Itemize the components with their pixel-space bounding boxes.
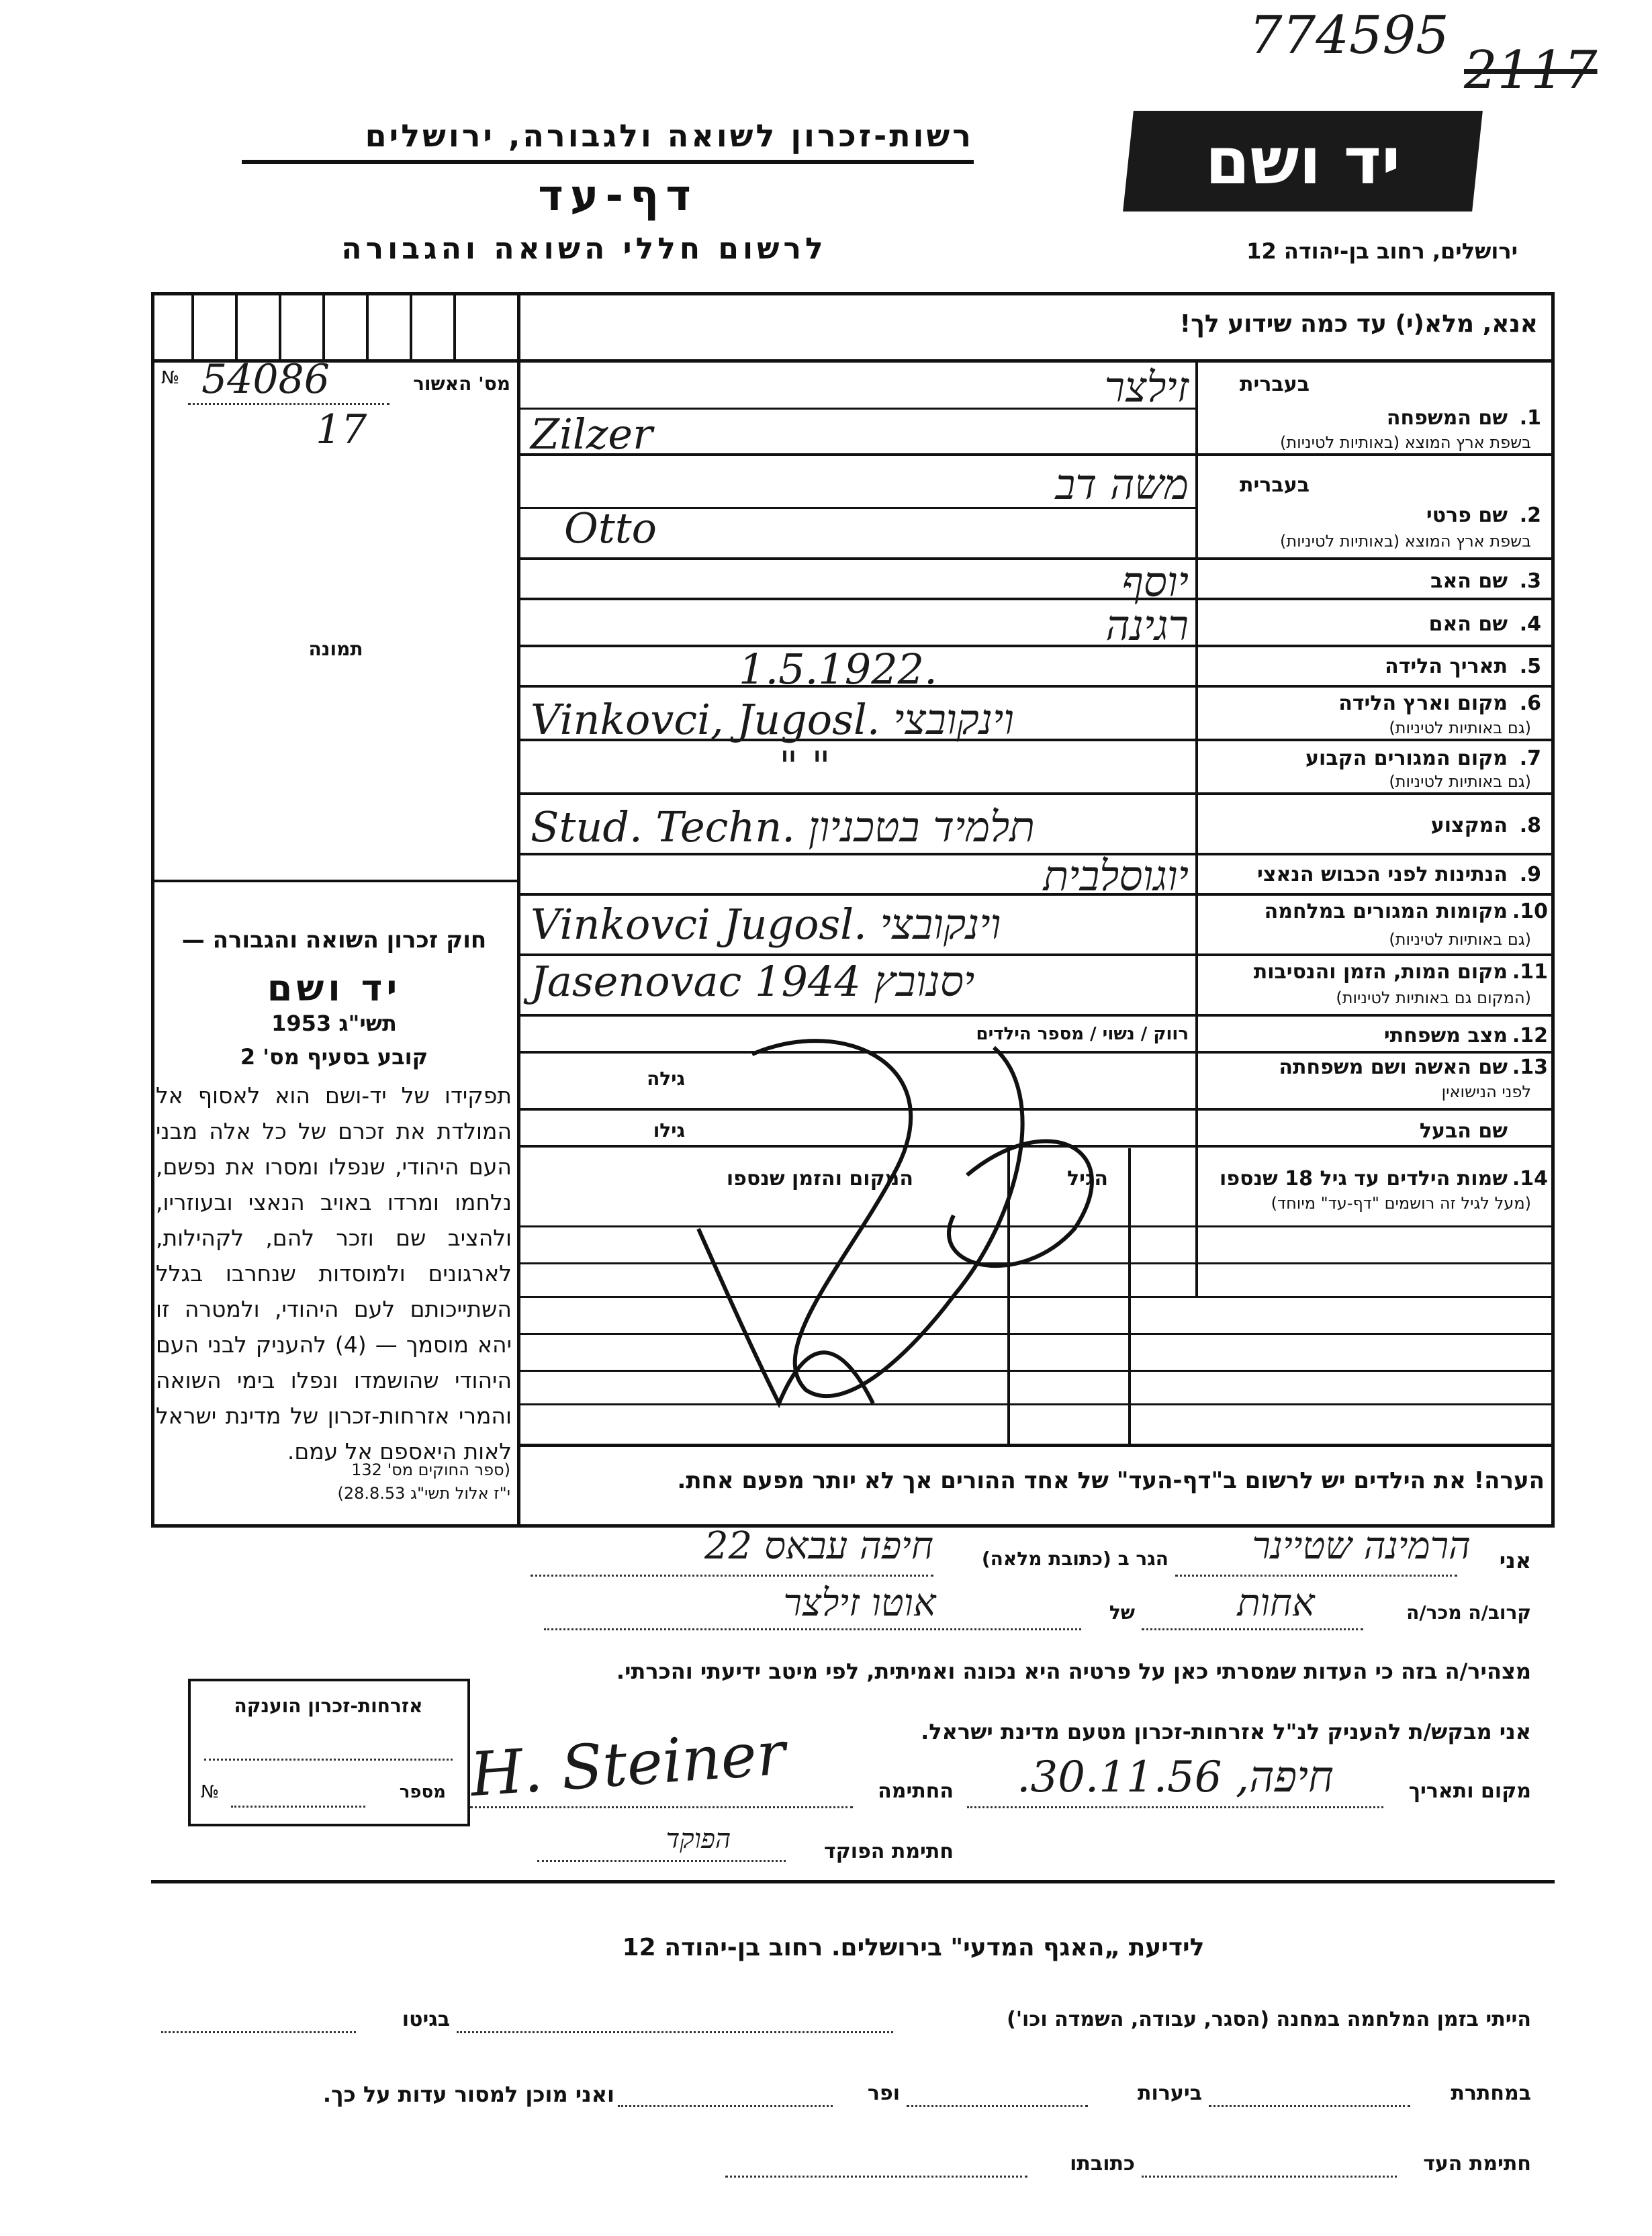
bottom-line1-a: הייתי בזמן המלחמה במחנה (הסגר, עבודה, השמדה וכו') [1007,2008,1531,2031]
of-name: אוטו זילצר [783,1581,936,1625]
bottom-line1-b: בגיטו [402,2008,450,2031]
bottom-title: לידיעת „האגף המדעי" בירושלים. רחוב בן-יהודה 12 [622,1934,1205,1961]
form-subtitle: לרשום חללי השואה והגבורה [341,232,827,266]
field-2-num: 2. [1519,504,1541,527]
field-5-label: תאריך הלידה [1385,655,1508,678]
field-3-num: 3. [1519,569,1541,593]
bottom-line2-a: במחתרת [1451,2082,1531,2105]
field-12-label: מצב משפחתי [1383,1024,1508,1047]
signature: H. Steiner [467,1718,788,1811]
law-year: תשי"ג 1953 [271,1011,397,1036]
scribble-mark [672,974,1155,1444]
field-5-num: 5. [1519,655,1541,678]
law-ref-2: י"ז אלול תשי"ג 28.8.53) [337,1484,510,1503]
official-label: חתימת הפוקד [824,1840,954,1863]
field-10-num: 10. [1512,900,1548,923]
organization-name: רשות-זכרון לשואה ולגבורה, ירושלים [365,118,974,154]
field-7-sub: (גם באותיות לטיניות) [1389,772,1531,791]
law-section: קובע בסעיף מס' 2 [240,1044,428,1070]
photo-label: תמונה [308,638,363,660]
children-col-place: המקום והזמן שנספו [726,1167,913,1191]
field-8-label: המקצוע [1430,814,1508,837]
citizenship-no-sign: № [201,1782,220,1802]
field-2-tag: בעברית [1240,473,1310,497]
field-1-tag: בעברית [1240,373,1310,396]
address: ירושלים, רחוב בן-יהודה 12 [1246,238,1518,264]
field-1-value-latin: Zilzer [531,410,653,459]
field-3-value: יוסף [1121,557,1189,606]
declarant-address: חיפה עבאס 22 [704,1524,933,1568]
field-6-num: 6. [1519,692,1541,715]
field-10-value: Vinkovci Jugosl. וינקובצי [531,900,1001,949]
cert-value: 54086 [201,356,330,403]
bottom-line2-c: ופר [867,2082,900,2105]
citizenship-title: אזרחות-זכרון הוענקה [234,1695,423,1717]
field-4-label: שם האם [1428,612,1508,636]
husband-label: שם הבעל [1419,1119,1508,1143]
field-1-label: שם המשפחה [1386,406,1508,430]
field-13-age-label: גילה [647,1068,685,1090]
note-text: הערה! את הילדים יש לרשום ב"דף-העד" של אחד ההורים אך לא יותר מפעם אחת. [677,1467,1545,1494]
field-9-label: הנתינות לפני הכבוש הנאצי [1257,863,1508,886]
law-title: חוק זכרון השואה והגבורה — [181,927,487,953]
logo-text: יד ושם [1205,124,1401,199]
children-label: שמות הילדים עד גיל 18 שנספו [1220,1167,1508,1191]
intro-text: אנא, מלא(י) עד כמה שידוע לך! [1179,310,1538,338]
field-1-value-he: זילצר [1104,363,1189,412]
signature-label: החתימה [878,1779,954,1803]
field-8-value: Stud. Techn. תלמיד בטכניון [531,802,1035,851]
field-9-num: 9. [1519,863,1541,886]
field-6-value: Vinkovci, Jugosl. וינקובצי [531,695,1015,744]
field-6-label: מקום וארץ הלידה [1338,692,1508,715]
field-13-label: שם האשה ושם משפחתה [1279,1056,1508,1079]
field-13-num: 13. [1512,1056,1548,1079]
field-1-sub: בשפת ארץ המוצא (באותיות לטיניות) [1280,433,1531,452]
field-2-value-latin: Otto [564,504,657,553]
logo [1123,111,1483,212]
field-5-value: 1.5.1922. [739,645,937,694]
field-12-num: 12. [1512,1024,1548,1047]
field-7-label: מקום המגורים הקבוע [1305,747,1508,770]
bottom-line2-d: ואני מוכן למסור עדות על כך. [322,2082,614,2107]
archive-number: 774595 [1249,5,1449,66]
field-2-label: שם פרטי [1426,504,1508,527]
children-sub: (מעל לגיל זה רושמים "דף-עד" מיוחד) [1271,1194,1531,1213]
field-11-num: 11. [1512,960,1548,984]
place-date-value: חיפה, 30.11.56. [1017,1753,1334,1802]
relation-value: אחות [1237,1581,1315,1625]
form-title: דף-עד [538,171,698,221]
field-4-num: 4. [1519,612,1541,636]
husband-age-label: גילו [653,1119,685,1142]
ticks [154,295,517,359]
cert-suffix: 17 [316,406,367,453]
cert-label: מס' האשור [413,373,510,395]
number-sign: № [161,368,180,388]
request-text: אני מבקש/ת להעניק לנ"ל אזרחות-זכרון מטעם מדינת ישראל. [921,1719,1531,1744]
relation-label: קרוב/ה מכר/ה [1406,1601,1531,1624]
declaration-text: מצהיר/ה בזה כי העדות שמסרתי כאן על פרטיה היא נכונה ואמיתית, לפי מיטב ידיעתי והכרתי. [616,1659,1531,1684]
field-2-sub: בשפת ארץ המוצא (באותיות לטיניות) [1280,532,1531,551]
declarant-i-label: אני [1499,1548,1531,1573]
field-10-label: מקומות המגורים במלחמה [1264,900,1508,923]
citizenship-no-label: מספר [399,1782,446,1802]
field-11-sub: (המקום גם באותיות לטיניות) [1336,988,1531,1007]
of-label: של [1109,1601,1135,1624]
field-12-value: רווק / נשוי / מספר הילדים [976,1024,1189,1044]
resident-label: הגר ב (כתובת מלאה) [981,1548,1168,1570]
field-7-value: " " [779,742,831,791]
field-11-value: Jasenovac 1944 יסנובץ [531,957,975,1006]
field-4-value: רגינה [1105,601,1189,650]
field-6-sub: (גם באותיות לטיניות) [1389,718,1531,737]
field-11-label: מקום המות, הזמן והנסיבות [1253,960,1508,984]
field-10-sub: (גם באותיות לטיניות) [1389,930,1531,949]
bottom-line3-a: חתימת העד [1423,2152,1531,2176]
archive-number-secondary: 2117 [1464,40,1598,101]
declarant-name: הרמינה שטיינר [1252,1524,1471,1568]
field-9-value: יוגוסלבית [1043,851,1189,900]
field-1-num: 1. [1519,406,1541,430]
field-13-sub: לפני הנישואין [1441,1082,1531,1101]
citizenship-box [188,1679,470,1826]
field-3-label: שם האב [1430,569,1508,593]
children-num: 14. [1512,1167,1548,1191]
law-text: תפקידו של יד-ושם הוא לאסוף אל המולדת את זכרם של כל אלה מבני העם היהודי, שנפלו ומסרו את נפשם, נלחמו ומרדו באויב הנאצי ובעוזריו, ולהציב שם וזכר להם, לקהילות, לארגונים ולמוסדות שנחרבו בגלל השתייכותם לעם היהודי, ולמטרה זו יהא מוסמך — (4) להעניק לבני העם היהודי שהושמדו ונפלו בימי השואה והמרי אזרחות-זכרון של מדינת ישראל לאות היאספם אל עמם. [156,1082,512,1464]
official-signature: הפוקד [666,1824,731,1855]
bottom-line3-b: כתובתו [1070,2152,1135,2176]
law-ref-1: (ספר החוקים מס' 132 [351,1460,510,1479]
law-name: יד ושם [267,967,402,1009]
bottom-line2-b: ביערות [1138,2082,1202,2105]
field-2-value-he: משה דב [1055,460,1189,509]
field-8-num: 8. [1519,814,1541,837]
field-7-num: 7. [1519,747,1541,770]
children-col-age: הגיל [1067,1167,1108,1191]
place-date-label: מקום ותאריך [1408,1779,1531,1803]
